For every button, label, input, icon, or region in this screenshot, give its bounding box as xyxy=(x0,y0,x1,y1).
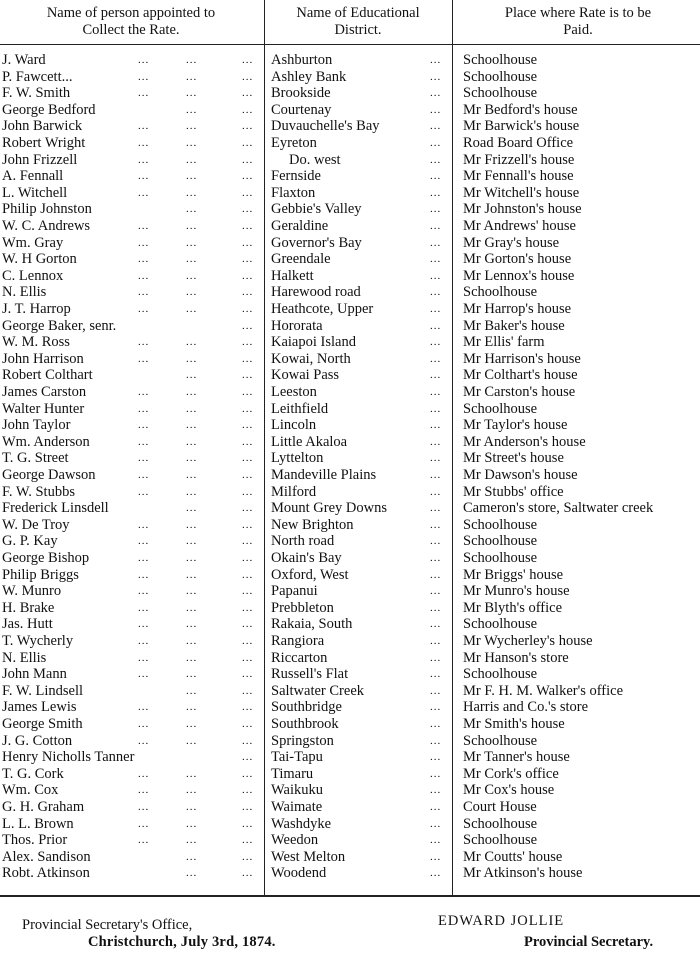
collector-name: C. Lennox xyxy=(2,267,64,284)
leader-dots: ... xyxy=(430,220,442,232)
collector-name: T. Wycherly xyxy=(2,633,74,649)
header-collector-line1: Name of person appointed to xyxy=(46,5,216,21)
collector-name: George Baker, senr. xyxy=(2,317,117,334)
header-district-line2: District. xyxy=(334,22,382,38)
district-name: Okain's Bay xyxy=(271,550,342,566)
collector-name: George Smith xyxy=(2,716,83,732)
table-row: Philip Johnston ... ... Gebbie's Valley ... Mr Johnston's house xyxy=(0,201,700,218)
leader-dots: ... xyxy=(430,203,442,216)
leader-dots: ... xyxy=(430,369,442,382)
collector-name: Robt. Atkinson xyxy=(2,865,90,882)
leader-dots: ... xyxy=(430,269,442,282)
payment-place: Mr Harrop's house xyxy=(463,301,572,317)
collector-name: H. Brake xyxy=(2,599,55,616)
table-row: James Lewis ... ... ... Southbridge ... Harris and Co.'s store xyxy=(0,699,700,716)
district-name: Timaru xyxy=(271,765,314,782)
district-name: Ashburton xyxy=(271,52,333,68)
payment-place: Mr Cork's office xyxy=(463,765,559,782)
footer-date: Christchurch, July 3rd, 1874. xyxy=(88,934,276,950)
payment-place: Mr Cox's house xyxy=(463,782,555,799)
payment-place: Mr Baker's house xyxy=(463,317,565,334)
district-name: Waikuku xyxy=(271,782,323,799)
district-name: Ashley Bank xyxy=(271,68,347,85)
collector-name: L. L. Brown xyxy=(2,815,74,832)
collector-name: Philip Johnston xyxy=(2,201,92,218)
collector-name: Wm. Gray xyxy=(2,234,64,251)
leader-dots: ... xyxy=(430,801,442,813)
collector-name: P. Fawcett... xyxy=(2,68,73,85)
district-name: Duvauchelle's Bay xyxy=(271,118,380,135)
table-row: L. L. Brown ... ... ... Washdyke ... Schoolhouse xyxy=(0,816,700,833)
payment-place: Schoolhouse xyxy=(463,550,538,566)
payment-place: Cameron's store, Saltwater creek xyxy=(463,500,654,517)
leader-dots: ... xyxy=(430,485,442,498)
leader-dots: ... xyxy=(430,850,442,863)
district-name: Waimate xyxy=(271,799,323,815)
district-name: Russell's Flat xyxy=(271,666,349,683)
header-collector xyxy=(0,5,262,48)
header-place-line1: Place where Rate is to be xyxy=(504,5,652,21)
leader-dots: ... xyxy=(430,701,442,714)
collector-name: T. G. Street xyxy=(2,450,69,467)
collector-name: John Frizzell xyxy=(2,151,78,168)
payment-place: Mr Briggs' house xyxy=(463,566,564,583)
district-name: Brookside xyxy=(271,85,331,102)
district-name: Hororata xyxy=(271,317,323,334)
leader-dots: ... xyxy=(430,319,442,332)
leader-dots: ... xyxy=(430,734,442,747)
collector-name: James Lewis xyxy=(2,699,77,716)
table-row: Wm. Cox ... ... ... Waikuku ... Mr Cox's house xyxy=(0,782,700,799)
leader-dots: ... xyxy=(430,186,442,199)
leader-dots: ... xyxy=(430,286,442,299)
leader-dots: ... xyxy=(430,867,442,880)
header-place-line2: Paid. xyxy=(563,22,593,38)
leader-dots: ... xyxy=(430,784,442,797)
district-name: Milford xyxy=(271,483,317,500)
collector-name: John Barwick xyxy=(2,118,83,135)
collector-name: N. Ellis xyxy=(2,649,47,666)
table-row: W. M. Ross ... ... ... Kaiapoi Island ... Mr Ellis' farm xyxy=(0,334,700,351)
district-name: Governor's Bay xyxy=(271,234,362,251)
table-row: H. Brake ... ... ... Prebbleton ... Mr Blyth's office xyxy=(0,600,700,617)
collector-name: Henry Nicholls Tanner xyxy=(2,749,135,766)
table-row: A. Fennall ... ... ... Fernside ... Mr Fennall's house xyxy=(0,168,700,185)
table-row: T. Wycherly ... ... ... Rangiora ... Mr Wycherley's house xyxy=(0,633,700,650)
leader-dots: ... xyxy=(430,518,442,531)
payment-place: Schoolhouse xyxy=(463,284,538,301)
district-name: Leithfield xyxy=(271,400,329,417)
leader-dots: ... xyxy=(430,402,442,415)
district-name: Flaxton xyxy=(271,184,316,201)
payment-place: Schoolhouse xyxy=(463,68,538,85)
district-name: Oxford, West xyxy=(271,566,349,583)
leader-dots: ... xyxy=(430,87,442,100)
district-name: Mandeville Plains xyxy=(271,467,377,483)
leader-dots: ... xyxy=(430,718,442,730)
leader-dots: ... xyxy=(430,137,442,149)
table-row: George Bishop ... ... ... Okain's Bay ... Schoolhouse xyxy=(0,550,700,567)
payment-place: Mr Bedford's house xyxy=(463,101,578,118)
leader-dots: ... xyxy=(430,419,442,432)
district-name: Kaiapoi Island xyxy=(271,334,356,351)
district-name: Halkett xyxy=(271,267,314,284)
payment-place: Mr Andrews' house xyxy=(463,218,576,234)
collector-name: Jas. Hutt xyxy=(2,616,53,633)
district-name: Riccarton xyxy=(271,649,328,666)
payment-place: Schoolhouse xyxy=(463,732,538,749)
collector-name: Philip Briggs xyxy=(2,566,79,583)
district-name: Eyreton xyxy=(271,135,317,151)
table-row: F. W. Stubbs ... ... ... Milford ... Mr Stubbs' office xyxy=(0,484,700,501)
collector-name: N. Ellis xyxy=(2,284,47,301)
payment-place: Road Board Office xyxy=(463,135,574,151)
district-name: Lyttelton xyxy=(271,450,324,467)
payment-place: Court House xyxy=(463,799,537,815)
payment-place: Mr Smith's house xyxy=(463,716,565,732)
leader-dots: ... xyxy=(430,452,442,465)
payment-place: Schoolhouse xyxy=(463,52,538,68)
leader-dots: ... xyxy=(430,817,442,830)
table-row: G. H. Graham ... ... ... Waimate ... Court House xyxy=(0,799,700,816)
collector-name: Wm. Cox xyxy=(2,782,59,799)
table-row: Robt. Atkinson ... ... Woodend ... Mr Atkinson's house xyxy=(0,865,700,882)
payment-place: Mr Stubbs' office xyxy=(463,483,564,500)
collector-name: F. W. Stubbs xyxy=(2,483,75,500)
table-row: Wm. Anderson ... ... ... Little Akaloa ... Mr Anderson's house xyxy=(0,434,700,451)
payment-place: Mr Street's house xyxy=(463,450,564,467)
district-name: Greendale xyxy=(271,251,331,268)
table-row: G. P. Kay ... ... ... North road ... Schoolhouse xyxy=(0,533,700,550)
district-name: Gebbie's Valley xyxy=(271,201,362,218)
table-row: F. W. Smith ... ... ... Brookside ... Schoolhouse xyxy=(0,85,700,102)
footer-signatory: EDWARD JOLLIE xyxy=(438,913,565,929)
payment-place: Mr Ellis' farm xyxy=(463,334,545,351)
payment-place: Schoolhouse xyxy=(463,400,538,417)
table-row: W. Munro ... ... ... Papanui ... Mr Munro's house xyxy=(0,583,700,600)
table-row: Thos. Prior ... ... ... Weedon ... Schoolhouse xyxy=(0,832,700,849)
footer-office: Provincial Secretary's Office, xyxy=(22,917,193,933)
table-row: George Dawson ... ... ... Mandeville Plains ... Mr Dawson's house xyxy=(0,467,700,484)
leader-dots: ... xyxy=(430,303,442,315)
table-row: W. C. Andrews ... ... ... Geraldine ... Mr Andrews' house xyxy=(0,218,700,235)
district-name: New Brighton xyxy=(271,516,354,533)
payment-place: Mr Anderson's house xyxy=(463,433,586,450)
header-district-line1: Name of Educational xyxy=(296,5,420,21)
table-row: Jas. Hutt ... ... ... Rakaia, South ... Schoolhouse xyxy=(0,616,700,633)
district-name: Washdyke xyxy=(271,815,332,832)
district-name: Courtenay xyxy=(271,101,332,118)
payment-place: Mr Harrison's house xyxy=(463,350,581,367)
leader-dots: ... xyxy=(430,236,442,249)
table-row: George Baker, senr. ... Hororata ... Mr Baker's house xyxy=(0,318,700,335)
leader-dots: ... xyxy=(430,651,442,664)
payment-place: Mr Barwick's house xyxy=(463,118,580,135)
table-row: Frederick Linsdell ... ... Mount Grey Downs ... Cameron's store, Saltwater creek xyxy=(0,500,700,517)
district-name: West Melton xyxy=(271,848,346,865)
table-row: W. De Troy ... ... ... New Brighton ... Schoolhouse xyxy=(0,517,700,534)
leader-dots: ... xyxy=(430,336,442,349)
collector-name: A. Fennall xyxy=(2,168,64,185)
district-name: Kowai, North xyxy=(271,350,351,367)
payment-place: Schoolhouse xyxy=(463,616,538,633)
payment-place: Mr Taylor's house xyxy=(463,417,568,434)
table-row: George Smith ... ... ... Southbrook ... Mr Smith's house xyxy=(0,716,700,733)
table-row: Philip Briggs ... ... ... Oxford, West ... Mr Briggs' house xyxy=(0,567,700,584)
payment-place: Mr Atkinson's house xyxy=(463,865,583,882)
payment-place: Mr Coutts' house xyxy=(463,848,563,865)
table-row: John Barwick ... ... ... Duvauchelle's Bay ... Mr Barwick's house xyxy=(0,118,700,135)
leader-dots: ... xyxy=(430,568,442,581)
district-name: Geraldine xyxy=(271,218,329,234)
leader-dots: ... xyxy=(430,253,442,266)
collector-name: F. W. Lindsell xyxy=(2,682,84,699)
table-row: C. Lennox ... ... ... Halkett ... Mr Lennox's house xyxy=(0,268,700,285)
collector-name: Frederick Linsdell xyxy=(2,500,109,517)
collector-name: John Mann xyxy=(2,666,67,683)
payment-place: Mr Gorton's house xyxy=(463,251,572,268)
district-name: Papanui xyxy=(271,583,318,600)
leader-dots: ... xyxy=(430,635,442,647)
table-row: James Carston ... ... ... Leeston ... Mr Carston's house xyxy=(0,384,700,401)
district-name: Weedon xyxy=(271,832,319,849)
leader-dots: ... xyxy=(430,552,442,564)
collector-name: George Dawson xyxy=(2,467,96,483)
payment-place: Mr Blyth's office xyxy=(463,599,563,616)
collector-name: John Harrison xyxy=(2,350,84,367)
table-row: George Bedford ... ... Courtenay ... Mr Bedford's house xyxy=(0,102,700,119)
collector-name: F. W. Smith xyxy=(2,85,71,102)
leader-dots: ... xyxy=(430,585,442,598)
leader-dots: ... xyxy=(430,502,442,515)
leader-dots: ... xyxy=(430,684,442,697)
collector-name: J. Ward xyxy=(2,52,46,68)
leader-dots: ... xyxy=(430,767,442,780)
district-name: Rangiora xyxy=(271,633,325,649)
collector-name: W. H Gorton xyxy=(2,251,77,268)
table-row: P. Fawcett... ... ... ... Ashley Bank ... Schoolhouse xyxy=(0,69,700,86)
table-row: John Frizzell ... ... ... Do. west ... Mr Frizzell's house xyxy=(0,152,700,169)
leader-dots: ... xyxy=(430,170,442,183)
table-row: John Harrison ... ... ... Kowai, North ... Mr Harrison's house xyxy=(0,351,700,368)
table-row: J. T. Harrop ... ... ... Heathcote, Upper ... Mr Harrop's house xyxy=(0,301,700,318)
table-row: John Taylor ... ... ... Lincoln ... Mr Taylor's house xyxy=(0,417,700,434)
leader-dots: ... xyxy=(430,103,442,116)
table-row: N. Ellis ... ... ... Harewood road ... Schoolhouse xyxy=(0,284,700,301)
collector-name: James Carston xyxy=(2,384,87,400)
district-name: Southbridge xyxy=(271,699,342,716)
collector-name: George Bishop xyxy=(2,550,90,566)
table-row: J. Ward ... ... ... Ashburton ... Schoolhouse xyxy=(0,52,700,69)
payment-place: Mr Johnston's house xyxy=(463,201,582,218)
collector-name: Wm. Anderson xyxy=(2,433,90,450)
table-row: Wm. Gray ... ... ... Governor's Bay ... Mr Gray's house xyxy=(0,235,700,252)
collector-name: L. Witchell xyxy=(2,184,68,201)
collector-name: Robert Wright xyxy=(2,135,86,151)
table-row: W. H Gorton ... ... ... Greendale ... Mr Gorton's house xyxy=(0,251,700,268)
table-row: Alex. Sandison ... ... West Melton ... Mr Coutts' house xyxy=(0,849,700,866)
district-name: Woodend xyxy=(271,865,327,882)
collector-name: T. G. Cork xyxy=(2,765,64,782)
leader-dots: ... xyxy=(430,153,442,166)
district-name: Kowai Pass xyxy=(271,367,340,384)
payment-place: Schoolhouse xyxy=(463,516,538,533)
table-row: N. Ellis ... ... ... Riccarton ... Mr Hanson's store xyxy=(0,650,700,667)
payment-place: Harris and Co.'s store xyxy=(463,699,589,716)
collector-name: Robert Colthart xyxy=(2,367,93,384)
payment-place: Schoolhouse xyxy=(463,832,538,849)
collector-name: W. De Troy xyxy=(2,516,70,533)
table-row: Robert Wright ... ... ... Eyreton ... Road Board Office xyxy=(0,135,700,152)
district-name: Southbrook xyxy=(271,716,339,732)
leader-dots: ... xyxy=(430,120,442,133)
footer-title: Provincial Secretary. xyxy=(524,934,654,950)
payment-place: Mr Gray's house xyxy=(463,234,560,251)
leader-dots: ... xyxy=(430,435,442,448)
leader-dots: ... xyxy=(430,386,442,398)
district-name: Mount Grey Downs xyxy=(271,500,387,517)
leader-dots: ... xyxy=(430,751,442,764)
table-row: Henry Nicholls Tanner ... Tai-Tapu ... Mr Tanner's house xyxy=(0,749,700,766)
table-row: Robert Colthart ... ... Kowai Pass ... Mr Colthart's house xyxy=(0,367,700,384)
leader-dots: ... xyxy=(430,54,442,66)
leader-dots: ... xyxy=(430,618,442,631)
district-name: Fernside xyxy=(271,168,321,185)
district-name: Little Akaloa xyxy=(271,433,348,450)
payment-place: Mr Hanson's store xyxy=(463,649,569,666)
leader-dots: ... xyxy=(430,352,442,365)
table-row: John Mann ... ... ... Russell's Flat ... Schoolhouse xyxy=(0,666,700,683)
payment-place: Schoolhouse xyxy=(463,85,538,102)
payment-place: Mr Colthart's house xyxy=(463,367,578,384)
collector-name: J. G. Cotton xyxy=(2,732,73,749)
district-name: Tai-Tapu xyxy=(271,749,323,766)
collector-name: John Taylor xyxy=(2,417,71,434)
district-name: Rakaia, South xyxy=(271,616,353,633)
payment-place: Mr Frizzell's house xyxy=(463,151,575,168)
collector-name: G. P. Kay xyxy=(2,533,58,550)
collector-name: W. C. Andrews xyxy=(2,218,91,234)
district-name: Saltwater Creek xyxy=(271,682,365,699)
district-name: Do. west xyxy=(289,151,341,168)
payment-place: Mr Fennall's house xyxy=(463,168,574,185)
payment-place: Mr Carston's house xyxy=(463,384,576,400)
district-name: Leeston xyxy=(271,384,317,400)
payment-place: Mr Tanner's house xyxy=(463,749,570,766)
district-name: Springston xyxy=(271,732,334,749)
district-name: North road xyxy=(271,533,335,550)
table-row: L. Witchell ... ... ... Flaxton ... Mr Witchell's house xyxy=(0,185,700,202)
payment-place: Mr Wycherley's house xyxy=(463,633,593,649)
table-row: T. G. Cork ... ... ... Timaru ... Mr Cork's office xyxy=(0,766,700,783)
header-place xyxy=(456,5,700,48)
payment-place: Mr Dawson's house xyxy=(463,467,578,483)
leader-dots: ... xyxy=(430,834,442,847)
payment-place: Schoolhouse xyxy=(463,666,538,683)
table-row: J. G. Cotton ... ... ... Springston ... Schoolhouse xyxy=(0,733,700,750)
header-collector-line2: Collect the Rate. xyxy=(82,22,180,38)
table-row: Walter Hunter ... ... ... Leithfield ... Schoolhouse xyxy=(0,401,700,418)
payment-place: Schoolhouse xyxy=(463,815,538,832)
leader-dots: ... xyxy=(430,535,442,548)
district-name: Lincoln xyxy=(271,417,317,434)
district-name: Harewood road xyxy=(271,284,361,301)
payment-place: Mr F. H. M. Walker's office xyxy=(463,682,624,699)
collector-name: J. T. Harrop xyxy=(2,301,71,317)
header-district xyxy=(266,5,450,48)
table-row: T. G. Street ... ... ... Lyttelton ... Mr Street's house xyxy=(0,450,700,467)
payment-place: Schoolhouse xyxy=(463,533,538,550)
collector-name: W. M. Ross xyxy=(2,334,70,351)
collector-name: Thos. Prior xyxy=(2,832,68,849)
collector-name: G. H. Graham xyxy=(2,799,85,815)
collector-name: George Bedford xyxy=(2,101,96,118)
table-bottom-rule xyxy=(0,895,700,897)
collector-name: W. Munro xyxy=(2,583,62,600)
collector-name: Alex. Sandison xyxy=(2,848,91,865)
collector-name: Walter Hunter xyxy=(2,400,85,417)
district-name: Heathcote, Upper xyxy=(271,301,374,317)
payment-place: Mr Munro's house xyxy=(463,583,570,600)
table-row: F. W. Lindsell ... ... Saltwater Creek ... Mr F. H. M. Walker's office xyxy=(0,683,700,700)
leader-dots: ... xyxy=(430,601,442,614)
payment-place: Mr Witchell's house xyxy=(463,184,580,201)
leader-dots: ... xyxy=(430,70,442,83)
leader-dots: ... xyxy=(430,668,442,681)
district-name: Prebbleton xyxy=(271,599,334,616)
leader-dots: ... xyxy=(430,469,442,481)
header-rule xyxy=(0,44,700,45)
payment-place: Mr Lennox's house xyxy=(463,267,575,284)
